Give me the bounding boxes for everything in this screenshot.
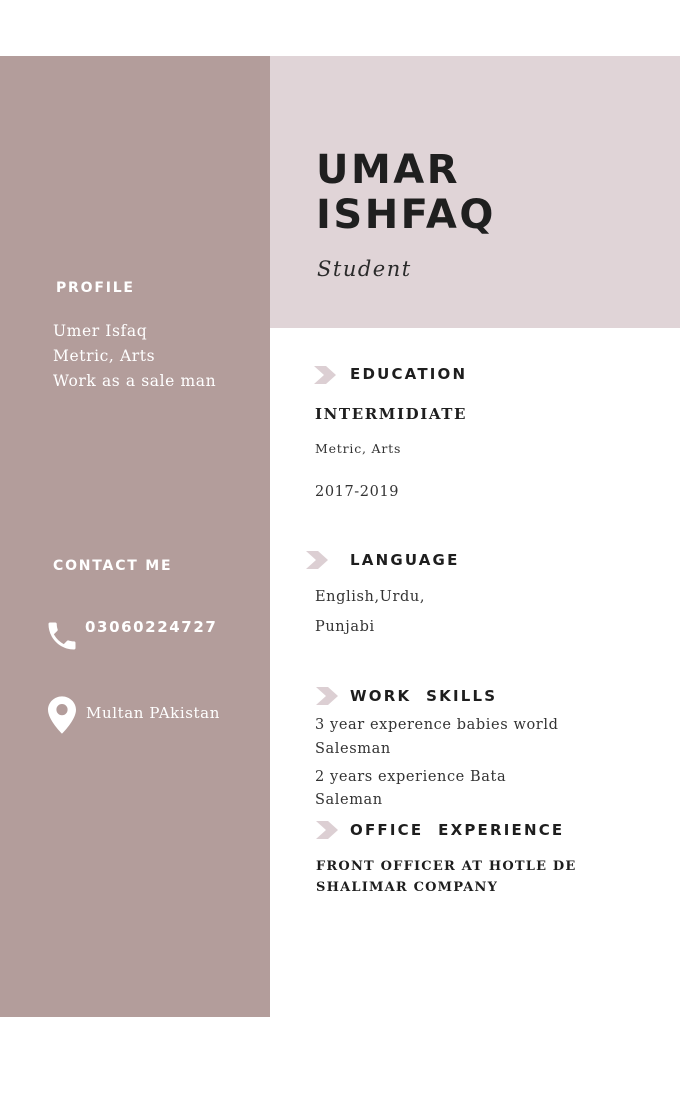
profile-line: Umer Isfaq <box>53 322 148 340</box>
sidebar <box>0 56 270 1017</box>
work-skills-heading: WORK SKILLS <box>350 687 498 705</box>
education-years: 2017-2019 <box>315 484 400 500</box>
education-detail: Metric, Arts <box>315 441 402 456</box>
first-name: UMAR <box>316 147 461 193</box>
office-experience-heading: OFFICE EXPERIENCE <box>350 821 565 839</box>
language-heading: LANGUAGE <box>350 551 460 569</box>
language-line: English,Urdu, <box>315 589 426 605</box>
office-experience-line: FRONT OFFICER AT HOTLE DE <box>316 859 577 874</box>
chevron-right-icon <box>314 366 336 384</box>
profile-heading: PROFILE <box>56 280 135 296</box>
last-name: ISHFAQ <box>316 192 496 238</box>
contact-heading: CONTACT ME <box>53 558 173 574</box>
resume-page <box>0 56 680 1017</box>
work-skill-line: 2 years experience Bata <box>315 769 507 785</box>
work-skill-line: Saleman <box>315 792 383 808</box>
language-line: Punjabi <box>315 619 375 635</box>
location-text: Multan PAkistan <box>86 704 220 722</box>
chevron-right-icon <box>306 551 328 569</box>
work-skill-line: 3 year experence babies world <box>315 717 559 733</box>
phone-number: 03060224727 <box>85 618 218 636</box>
chevron-right-icon <box>316 821 338 839</box>
profile-line: Work as a sale man <box>53 372 217 390</box>
office-experience-text <box>316 856 577 898</box>
phone-icon <box>44 618 80 654</box>
work-skill-line: Salesman <box>315 741 391 757</box>
person-name <box>316 148 496 238</box>
location-pin-icon <box>48 696 76 734</box>
profile-line: Metric, Arts <box>53 347 156 365</box>
office-experience-line: SHALIMAR COMPANY <box>316 880 499 895</box>
education-heading: EDUCATION <box>350 365 468 383</box>
chevron-right-icon <box>316 687 338 705</box>
role-title: Student <box>317 257 412 281</box>
education-level: INTERMIDIATE <box>315 405 468 423</box>
